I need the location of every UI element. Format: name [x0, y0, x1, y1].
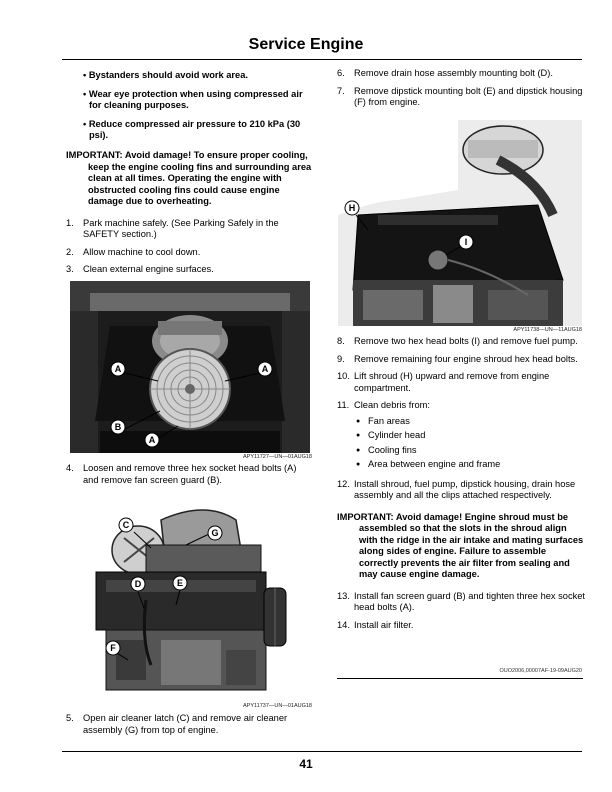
list-item: ● Area between engine and frame: [354, 459, 587, 471]
callout-label: I: [464, 237, 468, 247]
list-item: ● Cylinder head: [354, 430, 587, 442]
steps-1-3: [66, 218, 314, 276]
step-item: 3. Clean external engine surfaces.: [66, 264, 214, 274]
engine-fan-illustration: [70, 281, 310, 453]
step-item: 6. Remove drain hose assembly mounting bolt (D).: [337, 68, 553, 78]
important-text: IMPORTANT: Avoid damage! Engine shroud must be assembled so that the slots in the shroud align with the ridge in the air intake and mating surfaces along sides of engine. Failure to assemble correctly prevents the air filter from sealing and may cause engine damage.: [337, 511, 584, 579]
step-item: 13. Install fan screen guard (B) and tighten three hex socket head bolts (A).: [337, 590, 586, 612]
important-note-left: [66, 148, 314, 282]
figure-caption: APY11738—UN—11AUG18: [513, 327, 582, 333]
figure-caption: APY11737—UN—01AUG18: [243, 703, 312, 709]
callout-label: A: [261, 364, 269, 374]
left-column: [66, 70, 312, 149]
callout-label: H: [348, 203, 356, 213]
list-item: ● Fan areas: [354, 416, 587, 428]
step-item: 9. Remove remaining four engine shroud hex head bolts.: [337, 353, 578, 364]
callout-label: F: [110, 643, 116, 653]
warning-item: • Bystanders should avoid work area.: [83, 70, 248, 80]
warning-item: • Wear eye protection when using compressed air for cleaning purposes.: [83, 88, 303, 110]
page-number: 41: [299, 757, 313, 771]
step-item: 8. Remove two hex head bolts (I) and remove fuel pump.: [337, 336, 578, 346]
step-item: 12. Install shroud, fuel pump, dipstick housing, drain hose assembly and all the clips attached respectively.: [337, 478, 576, 500]
list-item: ● Cooling fins: [354, 445, 587, 457]
step-item: 1. Park machine safely. (See Parking Safely in the SAFETY section.): [66, 217, 279, 239]
callout-label: G: [211, 528, 219, 538]
callout-label: E: [176, 578, 184, 588]
document-code: OUO2006,00007AF-19-09AUG20: [499, 668, 582, 674]
step-item: 7. Remove dipstick mounting bolt (E) and dipstick housing (F) from engine.: [337, 85, 583, 107]
step-item: 5. Open air cleaner latch (C) and remove air cleaner assembly (G) from top of engine.: [66, 713, 288, 735]
right-column-mid: [337, 336, 587, 637]
callout-label: A: [148, 435, 156, 445]
callout-label: B: [114, 422, 122, 432]
title-rule: [62, 59, 582, 60]
step-item: 11. Clean debris from: ● Fan areas ● Cylinder head ● Cooling fins ● Area between engine and frame: [337, 400, 587, 471]
figure-caption: APY11727—UN—01AUG18: [243, 454, 312, 460]
figure-shroud: [338, 120, 582, 326]
callout-label: A: [114, 364, 122, 374]
warning-item: • Reduce compressed air pressure to 210 kPa (30 psi).: [83, 118, 301, 140]
section-end-rule: [337, 678, 583, 679]
figure-fan-screen: [70, 281, 310, 453]
step-5-block: [66, 713, 314, 742]
step-item: 2. Allow machine to cool down.: [66, 246, 201, 257]
step-4-block: [66, 463, 314, 492]
callout-label: D: [134, 579, 142, 589]
warning-list: [66, 70, 312, 142]
callout-label: C: [122, 520, 130, 530]
footer-rule: [62, 751, 582, 752]
step-item: 10. Lift shroud (H) upward and remove from engine compartment.: [337, 371, 550, 393]
step-item: 14. Install air filter.: [337, 619, 414, 630]
figure-air-cleaner: [76, 500, 310, 702]
clean-list: [354, 416, 587, 471]
important-text: IMPORTANT: Avoid damage! To ensure proper cooling, keep the engine cooling fins and surrounding area clean at all times. Operating the engine with obstructed cooling fins could cause engine damage due to overheating.: [66, 150, 312, 206]
step-item: 4. Loosen and remove three hex socket head bolts (A) and remove fan screen guard (B).: [66, 463, 297, 485]
engine-air-cleaner-illustration: [76, 500, 310, 702]
engine-shroud-illustration: [338, 120, 582, 326]
right-column-top: [337, 68, 587, 115]
page-title: Service Engine: [248, 36, 364, 53]
